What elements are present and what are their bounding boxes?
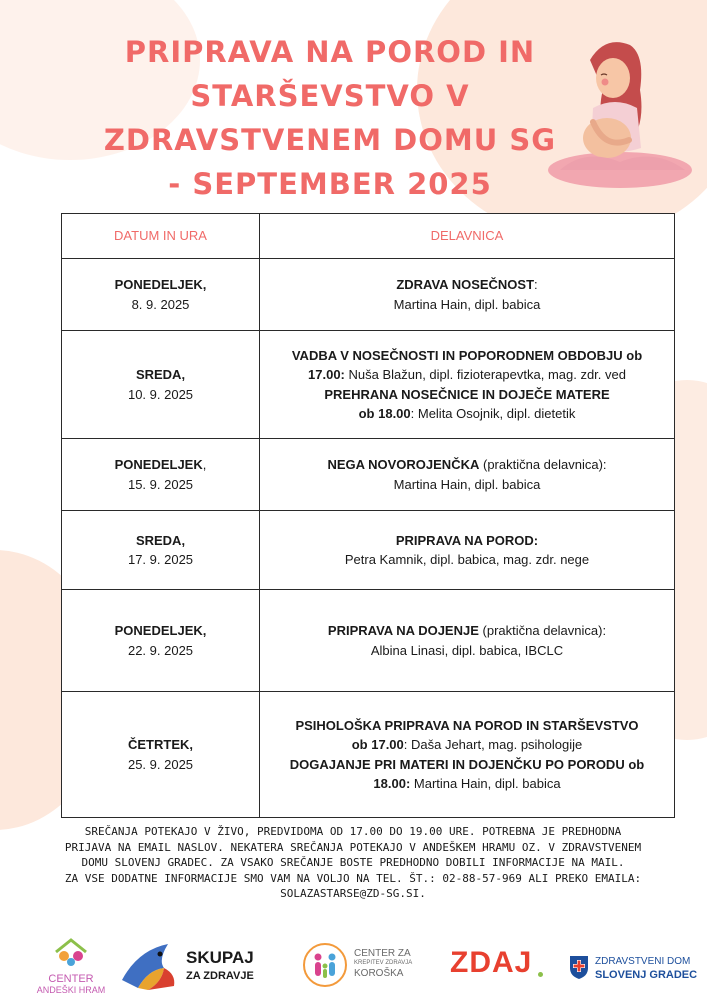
workshop-cell	[260, 692, 675, 818]
date-cell	[62, 439, 260, 511]
shield-cross-icon	[568, 954, 590, 980]
day: PONEDELJEK,	[114, 277, 207, 292]
logo-text: SLOVENJ GRADEC	[595, 969, 698, 981]
date-cell	[62, 590, 260, 692]
logo-center-andeski-hram	[26, 936, 116, 998]
logo-skupaj-za-zdravje	[118, 936, 268, 996]
page-title: PRIPRAVA NA POROD IN STARŠEVSTVO V ZDRAVSTVENEM DOMU SG - SEPTEMBER 2025	[103, 35, 557, 201]
workshop-cell	[260, 511, 675, 590]
table-row	[62, 590, 675, 692]
workshop-title: DOGAJANJE PRI MATERI IN DOJENČKU PO PORODU ob	[289, 756, 645, 772]
workshop-title: NEGA NOVOROJENČKA	[327, 457, 480, 472]
logo-text: ZA ZDRAVJE	[186, 970, 254, 982]
presenter: Albina Linasi, dipl. babica, IBCLC	[370, 642, 564, 658]
logo-zdaj	[450, 946, 550, 990]
presenter: Martina Hain, dipl. babica	[393, 476, 541, 492]
workshop-cell	[260, 439, 675, 511]
bird-icon	[118, 940, 182, 992]
workshop-note: (praktična delavnica):	[479, 457, 607, 472]
date-cell	[62, 259, 260, 331]
header-date: DATUM IN URA	[62, 214, 260, 259]
date: 22. 9. 2025	[127, 642, 194, 658]
workshop-time: ob 18.00	[358, 406, 411, 421]
presenter: : Melita Osojnik, dipl. dietetik	[410, 406, 576, 421]
logo-center-krepitev-zdravja	[302, 940, 427, 994]
date: 17. 9. 2025	[127, 552, 194, 567]
workshop-title: PSIHOLOŠKA PRIPRAVA NA POROD IN STARŠEVSTVO	[295, 717, 639, 733]
table-row	[62, 511, 675, 590]
workshop-title: PRIPRAVA NA POROD:	[395, 532, 539, 548]
table-header-row	[62, 214, 675, 259]
date-cell	[62, 331, 260, 439]
table-row	[62, 259, 675, 331]
footer-info	[60, 824, 646, 902]
table-row	[62, 331, 675, 439]
day: PONEDELJEK	[114, 457, 203, 472]
presenter: Nuša Blažun, dipl. fizioterapevtka, mag. zdr. ved	[344, 367, 626, 382]
people-icon	[302, 942, 348, 988]
schedule-table	[61, 213, 675, 818]
header-workshop: DELAVNICA	[260, 214, 675, 259]
pregnant-woman-illustration	[545, 30, 695, 190]
date-cell	[62, 692, 260, 818]
table-row	[62, 692, 675, 818]
logo-text: KREPITEV ZDRAVJA	[354, 960, 413, 966]
logo-text: CENTER ZA	[354, 948, 411, 959]
partner-logos	[0, 930, 707, 1000]
logo-text: ZDAJ	[450, 946, 533, 979]
workshop-title: PRIPRAVA NA DOJENJE	[327, 623, 479, 638]
presenter: Martina Hain, dipl. babica	[393, 296, 541, 312]
workshop-time: ob 17.00	[351, 737, 404, 752]
day: PONEDELJEK,	[114, 623, 207, 638]
date: 10. 9. 2025	[127, 386, 194, 402]
logo-text: SKUPAJ	[186, 948, 254, 967]
table-row	[62, 439, 675, 511]
presenter: : Daša Jehart, mag. psihologije	[403, 737, 583, 752]
day: SREDA,	[135, 367, 186, 382]
workshop-note: (praktična delavnica):	[478, 623, 607, 638]
workshop-cell	[260, 259, 675, 331]
workshop-title: ZDRAVA NOSEČNOST	[396, 277, 535, 292]
date-cell	[62, 511, 260, 590]
logo-text: ZDRAVSTVENI DOM	[595, 956, 691, 967]
logo-text: KOROŠKA	[354, 968, 404, 979]
day: SREDA,	[135, 532, 186, 548]
workshop-time: 18.00:	[373, 776, 411, 791]
day-suffix: ,	[202, 457, 207, 472]
footer-contact: ZA VSE DODATNE INFORMACIJE SMO VAM NA VOLJO NA TEL. ŠT.: 02-88-57-969 ALI PREKO EMAILA: SOLAZASTARSE@ZD-SG.SI.	[64, 871, 642, 900]
logo-text: ANDEŠKI HRAM	[36, 985, 106, 995]
workshop-cell	[260, 331, 675, 439]
workshop-note: :	[534, 277, 538, 292]
date: 25. 9. 2025	[127, 756, 194, 772]
date: 8. 9. 2025	[131, 296, 190, 312]
house-icon	[26, 936, 116, 968]
workshop-title: PREHRANA NOSEČNICE IN DOJEČE MATERE	[324, 386, 610, 402]
footer-paragraph: SREČANJA POTEKAJO V ŽIVO, PREDVIDOMA OD 17.00 DO 19.00 URE. POTREBNA JE PREDHODNA PRIJAVA NA EMAIL NASLOV. NEKATERA SREČANJA POTEKAJO V ANDEŠKEM HRAMU OZ. V ZDRAVSTVENEM DOMU SLOVENJ GRADEC. ZA VSAKO SREČANJE BOSTE PREDHODNO DOBILI INFORMACIJE NA MAIL.	[64, 825, 642, 869]
logo-zdravstveni-dom	[568, 952, 703, 988]
logo-text: CENTER	[48, 973, 94, 985]
presenter: Petra Kamnik, dipl. babica, mag. zdr. nege	[344, 552, 590, 567]
day: ČETRTEK,	[128, 737, 193, 752]
dot-icon	[538, 972, 543, 977]
workshop-title: VADBA V NOSEČNOSTI IN POPORODNEM OBDOBJU ob	[291, 347, 643, 363]
date: 15. 9. 2025	[127, 476, 194, 492]
workshop-cell	[260, 590, 675, 692]
workshop-time: 17.00:	[308, 367, 345, 382]
presenter: Martina Hain, dipl. babica	[410, 776, 561, 791]
